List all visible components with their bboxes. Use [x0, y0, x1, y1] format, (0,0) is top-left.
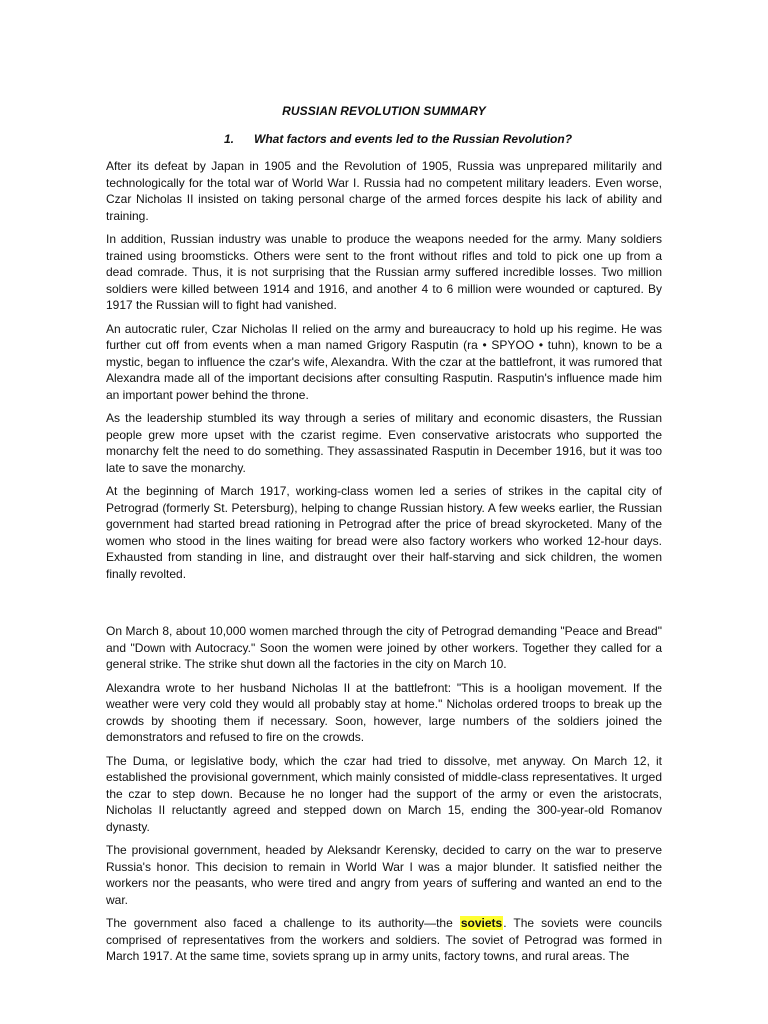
paragraph: On March 8, about 10,000 women marched through the city of Petrograd demanding "Peace and Bread" and "Down with Autocracy." Soon the women were joined by other workers. Together they called for a general strike. The strike shut down all the factories in the city on March 10.: [106, 624, 662, 671]
question-text: What factors and events led to the Russian Revolution?: [254, 132, 573, 146]
paragraph: After its defeat by Japan in 1905 and the Revolution of 1905, Russia was unprepared militarily and technologically for the total war of World War I. Russia had no competent military leaders. Even worse, Czar Nicholas II insisted on taking personal charge of the armed forces despite his lack of ability and training.: [106, 159, 662, 223]
paragraph: The Duma, or legislative body, which the czar had tried to dissolve, met anyway. On March 12, it established the provisional government, which mainly consisted of middle-class representatives. It urged the czar to step down. Because he no longer had the support of the army or even the aristocrats, Nicholas II reluctantly agreed and stepped down on March 15, ending the 300-year-old Romanov dynasty.: [106, 753, 662, 834]
paragraph: An autocratic ruler, Czar Nicholas II relied on the army and bureaucracy to hold up his regime. He was further cut off from events when a man named Grigory Rasputin (ra • SPYOO • tuhn), known to be a mystic, began to influence the czar's wife, Alexandra. With the czar at the battlefront, it was rumored that Alexandra made all of the important decisions after consulting Rasputin. Rasputin's influence made him an important power behind the throne.: [106, 321, 662, 402]
highlighted-term: soviets: [460, 916, 503, 930]
document-title: RUSSIAN REVOLUTION SUMMARY: [282, 104, 486, 118]
paragraph-text-after: . The soviets were councils comprised of representatives from the workers and soldiers. The soviet of Petrograd was formed in March 1917. At the same time, soviets sprang up in army units, factory towns, and rural areas. The: [106, 916, 663, 963]
paragraph-soviets: [106, 915, 662, 965]
paragraph: Alexandra wrote to her husband Nicholas II at the battlefront: "This is a hooligan movement. If the weather were very cold they would all probably stay at home." Nicholas ordered troops to break up the crowds by shooting them if necessary. Soon, however, large numbers of the soldiers joined the demonstrators and refused to fire on the crowds.: [106, 680, 662, 744]
document-page: [106, 104, 662, 972]
paragraph-gap: [106, 589, 662, 623]
paragraph: As the leadership stumbled its way through a series of military and economic disasters, the Russian people grew more upset with the czarist regime. Even conservative aristocrats who supported the monarchy felt the need to do something. They assassinated Rasputin in December 1916, but it was too late to save the monarchy.: [106, 411, 662, 475]
paragraph: The provisional government, headed by Aleksandr Kerensky, decided to carry on the war to preserve Russia's honor. This decision to remain in World War I was a major blunder. It satisfied neither the workers nor the peasants, who were tired and angry from years of suffering and wanted an end to the war.: [106, 843, 662, 907]
paragraph: In addition, Russian industry was unable to produce the weapons needed for the army. Many soldiers trained using broomsticks. Others were sent to the front without rifles and told to pick one up from a dead comrade. Thus, it is not surprising that the Russian army suffered incredible losses. Two million soldiers were killed between 1914 and 1916, and another 4 to 6 million were wounded or captured. By 1917 the Russian will to fight had vanished.: [106, 232, 662, 312]
paragraph: At the beginning of March 1917, working-class women led a series of strikes in the capital city of Petrograd (formerly St. Petersburg), helping to change Russian history. A few weeks earlier, the Russian government had started bread rationing in Petrograd after the price of bread skyrocketed. Many of the women who stood in the lines waiting for bread were also factory workers who worked 12-hour days. Exhausted from standing in line, and distraught over their half-starving and sick children, the women finally revolted.: [106, 484, 662, 581]
paragraph-text-before: The government also faced a challenge to its authority—the: [106, 916, 460, 930]
question-number: 1.: [224, 132, 235, 146]
question-heading: [106, 132, 662, 146]
